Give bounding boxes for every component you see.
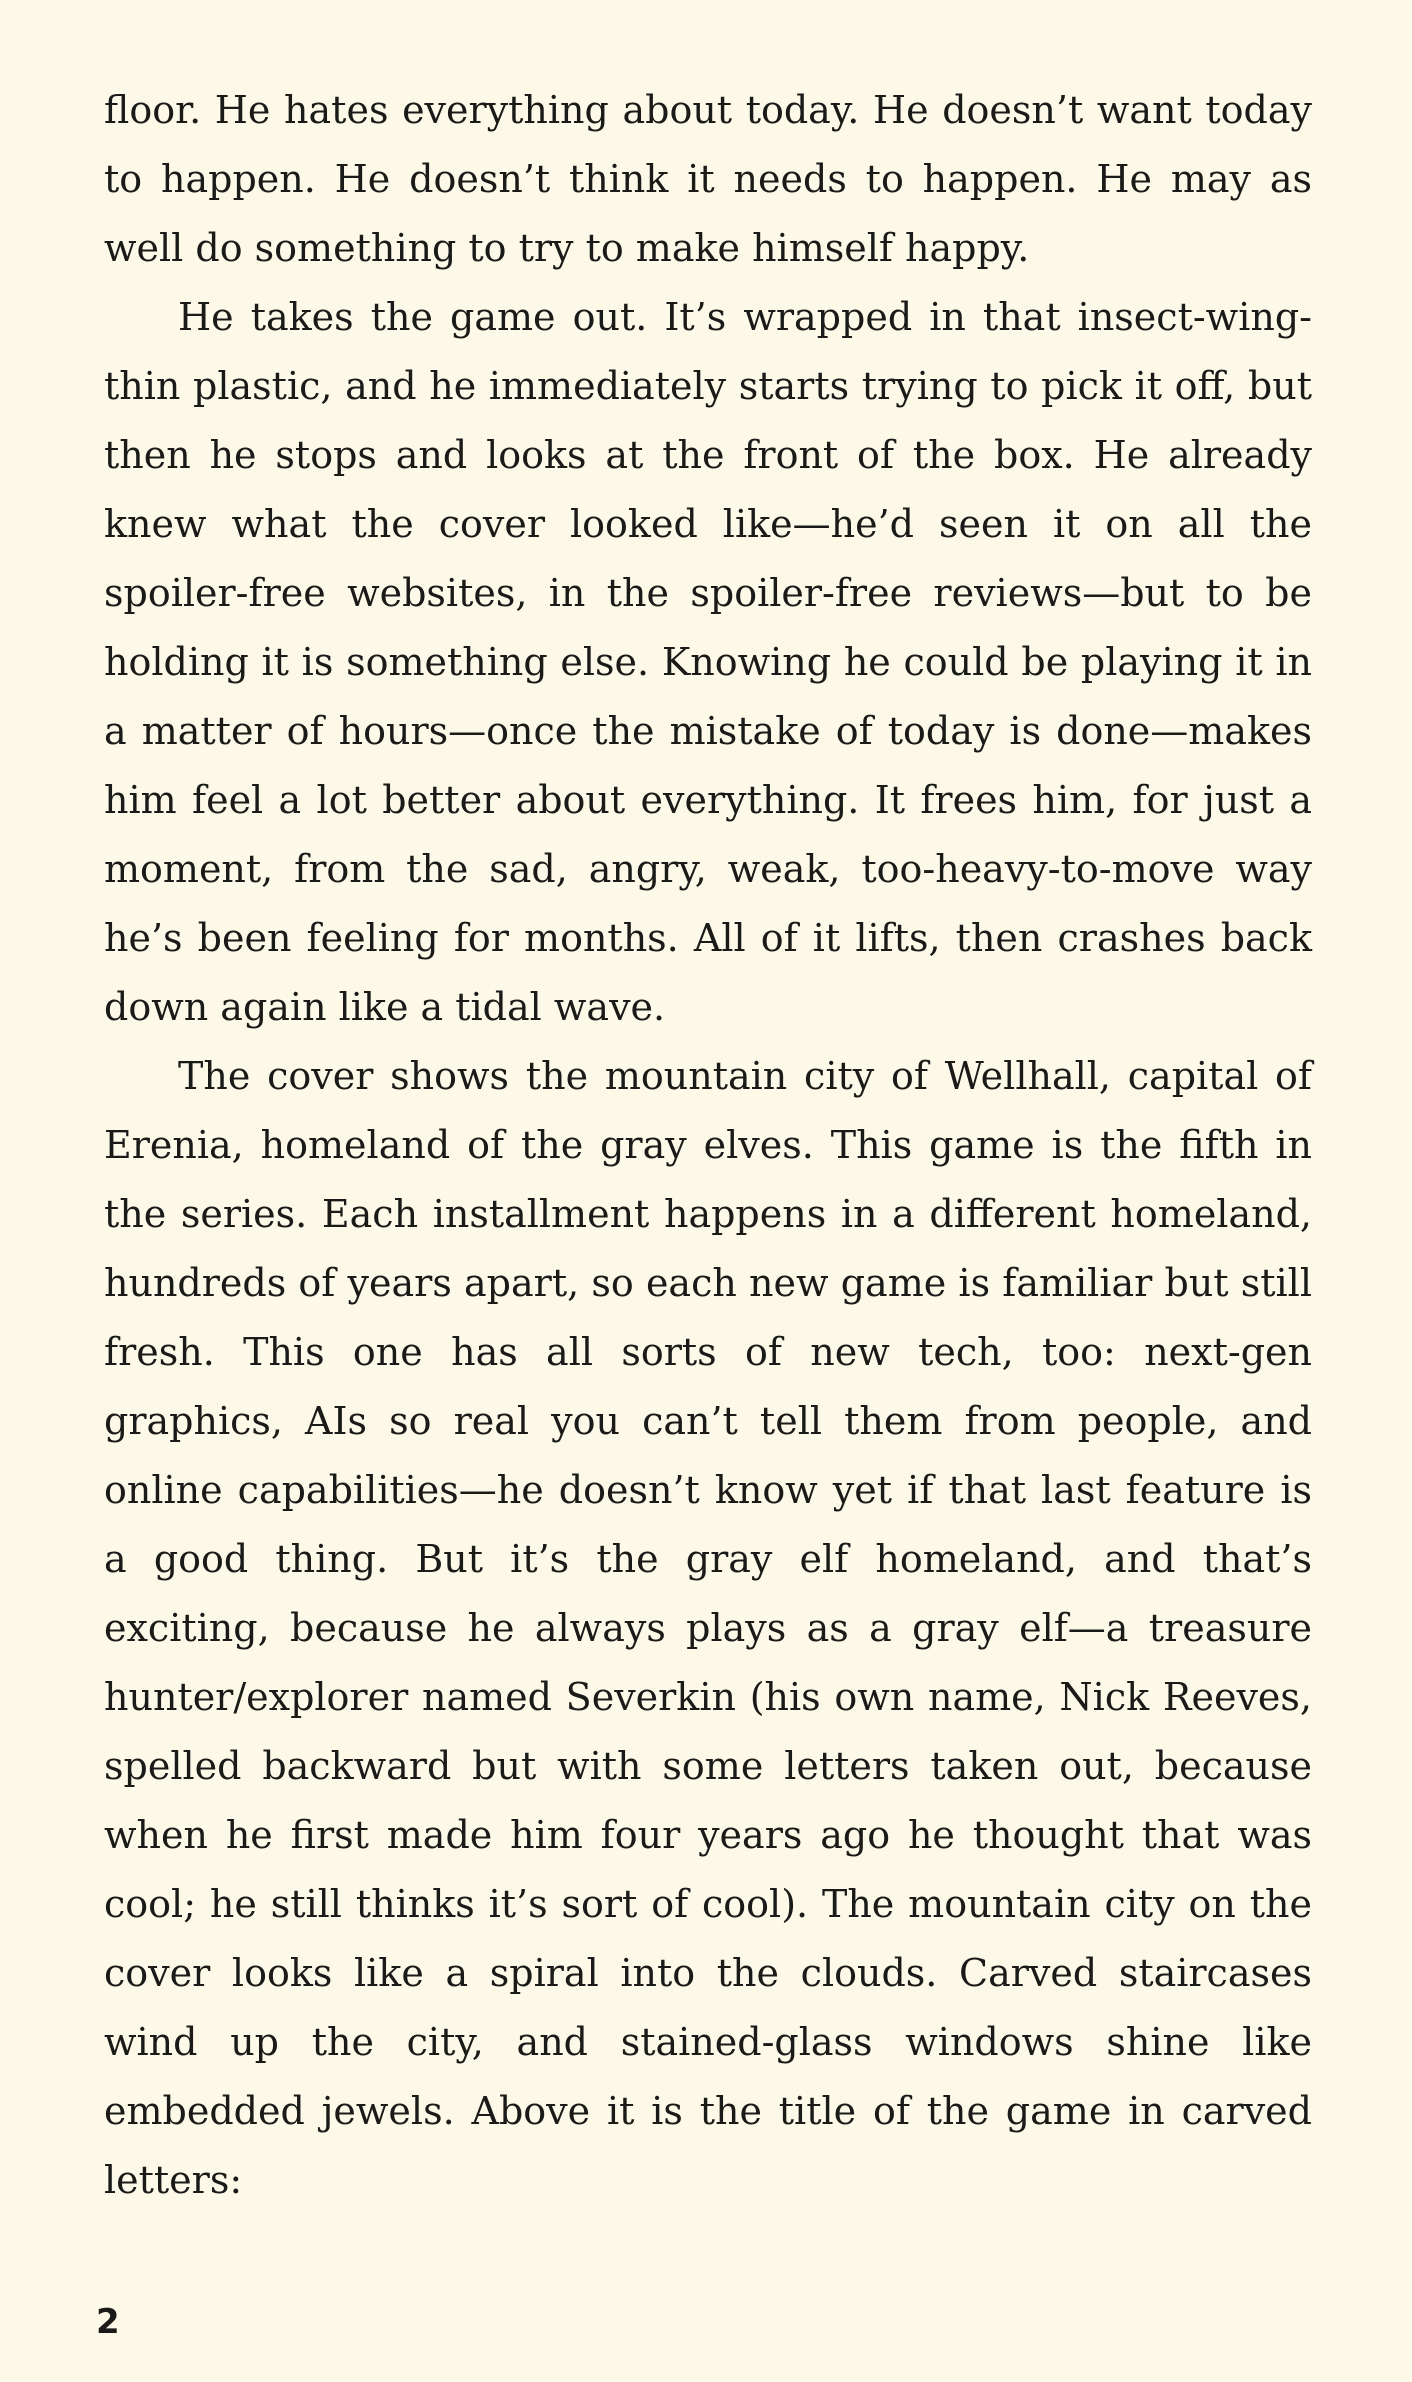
paragraph-2: He takes the game out. It’s wrapped in that insect-wing-thin plastic, and he immediately starts trying to pick it off, but then he stops and looks at the front of the box. He already knew what the cover looked like—he’d seen it on all the spoiler-free websites, in the spoiler-free reviews—but to be holding it is something else. Knowing he could be playing it in a matter of hours—once the mistake of today is done—makes him feel a lot better about everything. It frees him, for just a moment, from the sad, angry, weak, too-heavy-to-move way he’s been feeling for months. All of it lifts, then crashes back down again like a tidal wave. xyxy=(104,295,1312,1029)
page-number: 2 xyxy=(96,2302,120,2342)
paragraph-3: The cover shows the mountain city of Wellhall, capital of Erenia, homeland of the gray elves. This game is the fifth in the series. Each installment happens in a different homeland, hundreds of years apart, so each new game is familiar but still fresh. This one has all sorts of new tech, too: next-gen graphics, AIs so real you can’t tell them from people, and online capabilities—he doesn’t know yet if that last feature is a good thing. But it’s the gray elf homeland, and that’s exciting, because he always plays as a gray elf—a treasure hunter/explorer named Severkin (his own name, Nick Reeves, spelled backward but with some letters taken out, because when he first made him four years ago he thought that was cool; he still thinks it’s sort of cool). The mountain city on the cover looks like a spiral into the clouds. Carved staircases wind up the city, and stained-glass windows shine like embedded jewels. Above it is the title of the game in carved letters: xyxy=(104,1054,1312,2202)
body-text xyxy=(104,76,1312,2215)
paragraph-1: floor. He hates everything about today. He doesn’t want today to happen. He doesn’t think it needs to happen. He may as well do something to try to make himself happy. xyxy=(104,88,1312,270)
